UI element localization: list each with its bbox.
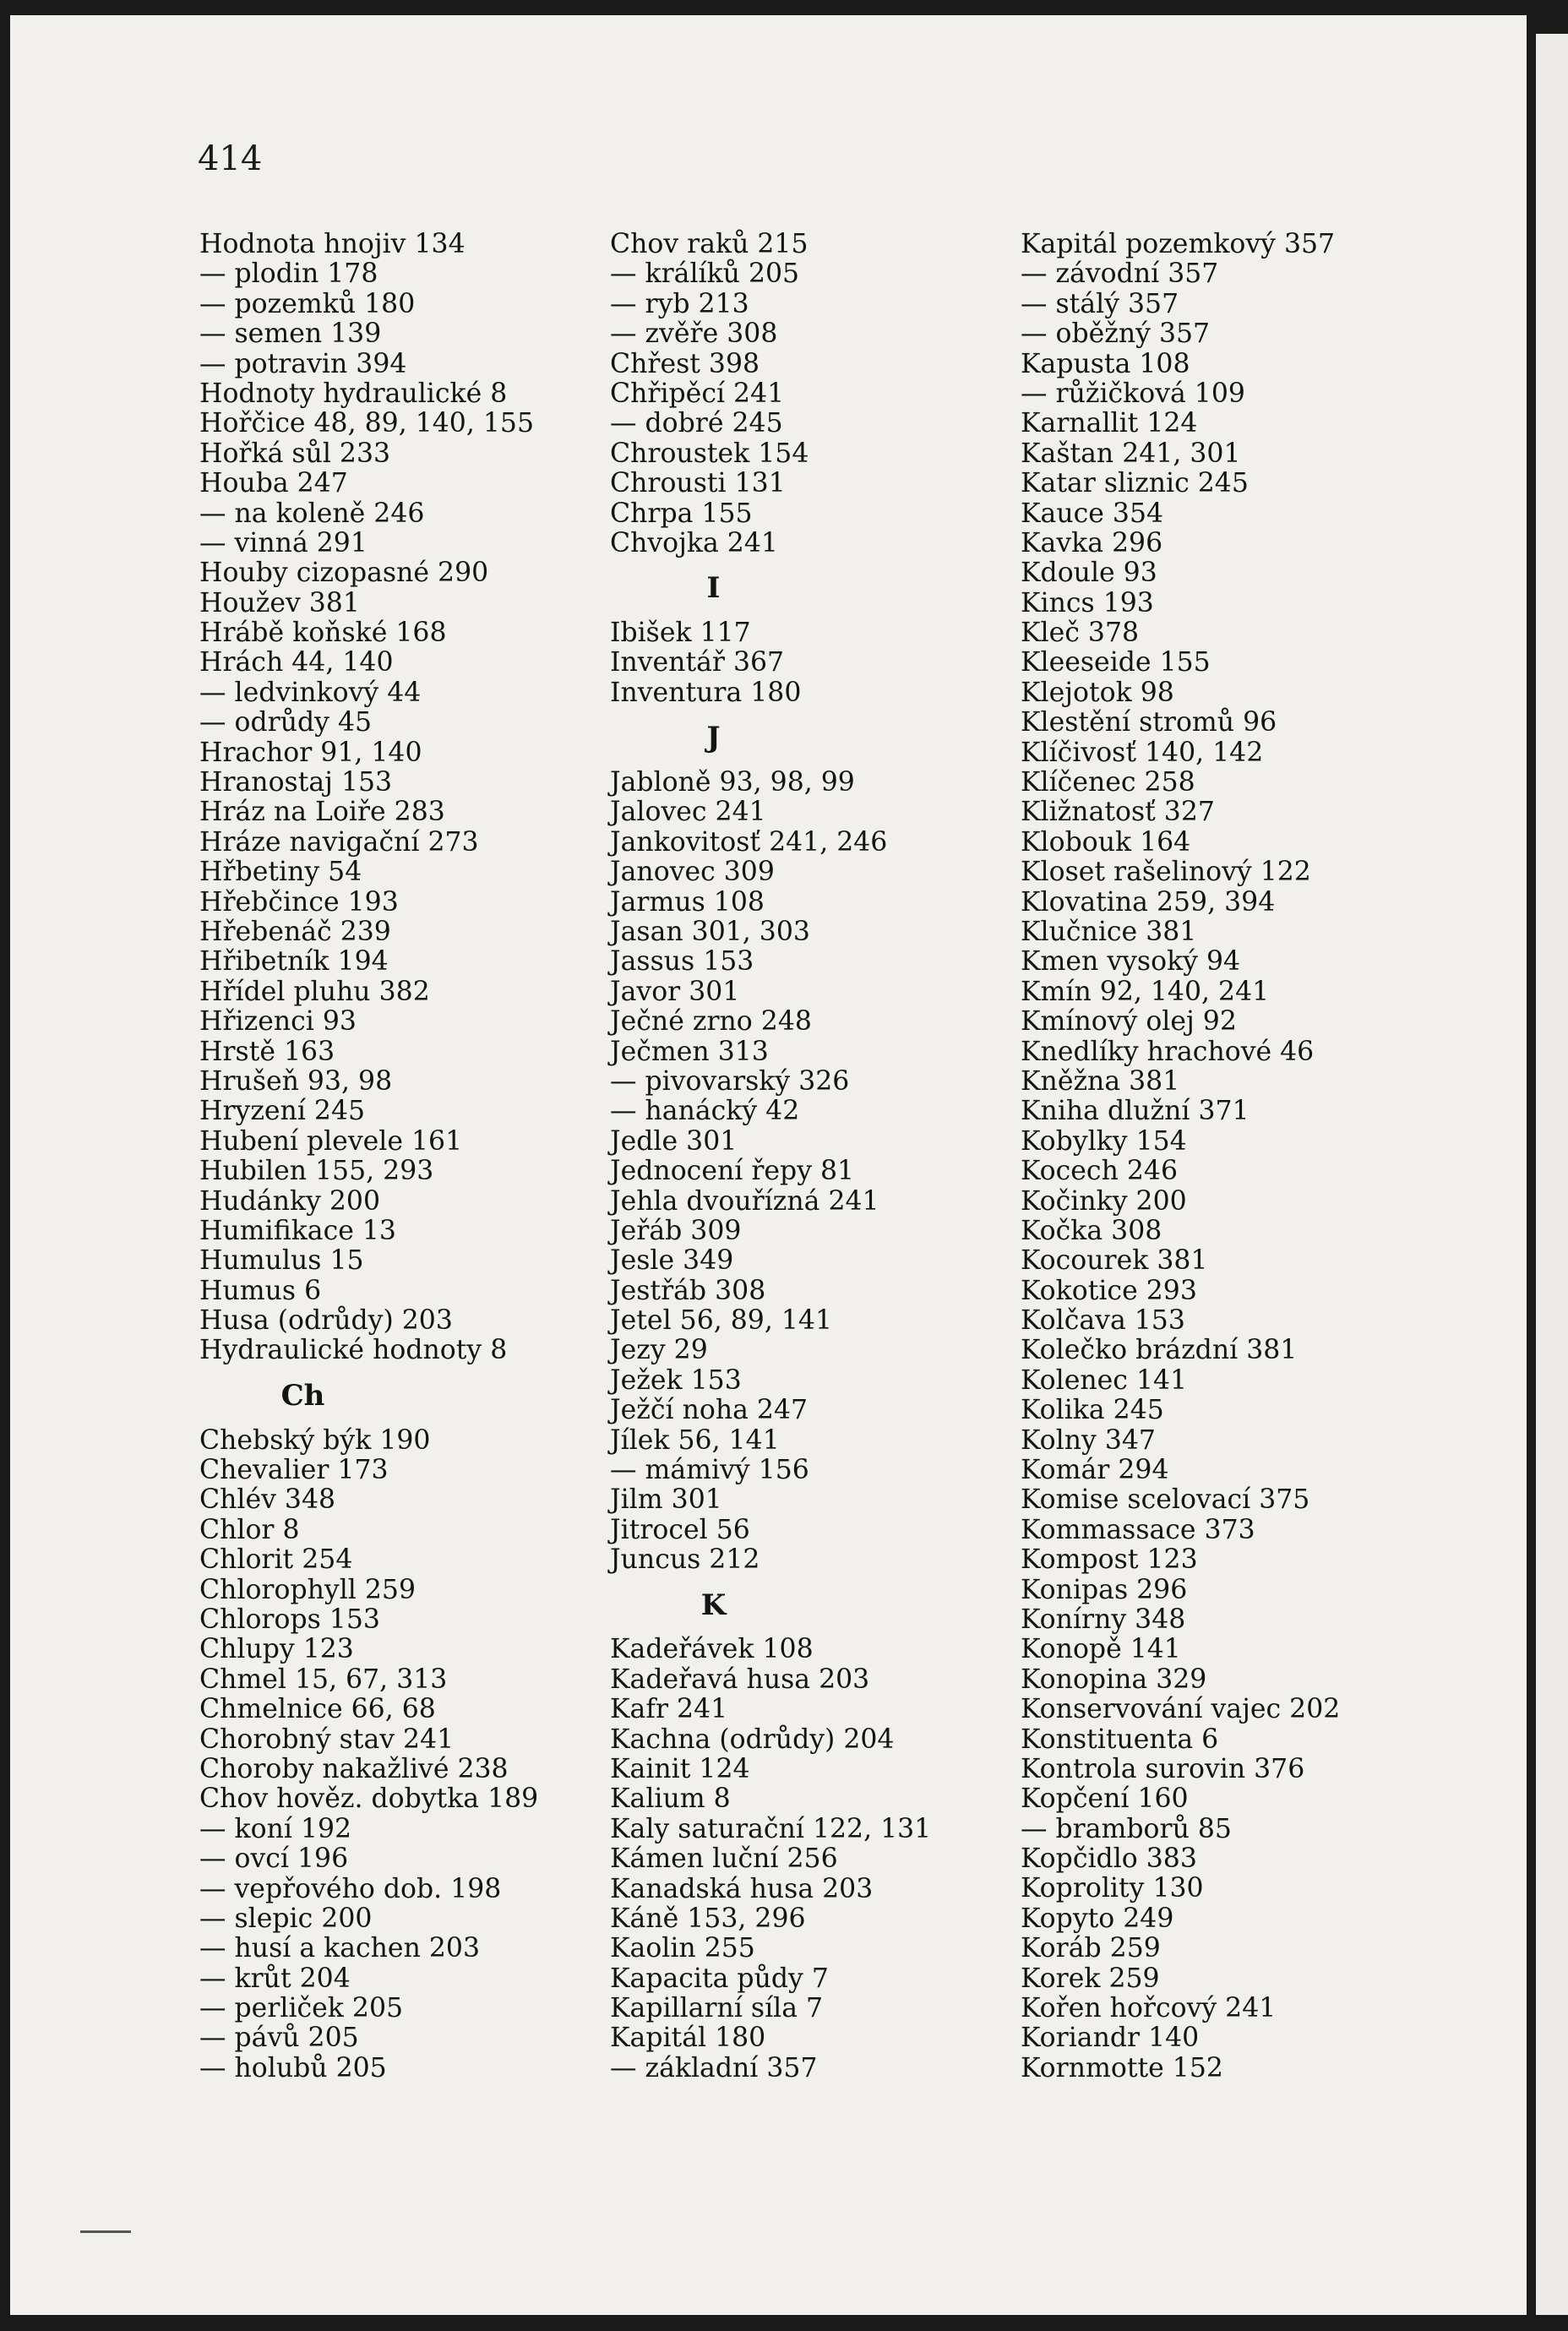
- index-entry: Houby cizopasné 290: [199, 558, 489, 589]
- index-entry: Chroustek 154: [610, 438, 809, 469]
- index-entry: Chřipěcí 241: [610, 378, 785, 409]
- index-entry: — bramborů 85: [1021, 1813, 1232, 1844]
- index-entry: Kokotice 293: [1021, 1275, 1197, 1306]
- index-entry: Kniha dlužní 371: [1021, 1096, 1250, 1127]
- index-entry: — ovcí 196: [199, 1844, 349, 1875]
- index-entry: Hydraulické hodnoty 8: [199, 1335, 508, 1366]
- index-entry: Hodnoty hydraulické 8: [199, 378, 508, 409]
- index-entry: Kmen vysoký 94: [1021, 946, 1241, 978]
- index-entry: — na koleně 246: [199, 498, 425, 529]
- index-entry: Jedle 301: [610, 1125, 738, 1157]
- index-entry: Kavka 296: [1021, 527, 1163, 558]
- index-entry: Komár 294: [1021, 1455, 1169, 1486]
- index-entry: Jasan 301, 303: [610, 917, 810, 948]
- index-entry: Kolčava 153: [1021, 1305, 1185, 1337]
- section-letter-heading: I: [706, 571, 721, 606]
- index-entry: Jassus 153: [610, 946, 754, 978]
- index-entry: Konservování vajec 202: [1021, 1694, 1341, 1725]
- index-entry: — plodin 178: [199, 259, 378, 290]
- index-entry: Kincs 193: [1021, 587, 1154, 618]
- index-entry: Jarmus 108: [610, 886, 765, 918]
- index-entry: Kaolin 255: [610, 1933, 755, 1964]
- index-entry: Hudánky 200: [199, 1185, 381, 1217]
- index-entry: Chlorops 153: [199, 1604, 380, 1635]
- index-entry: Chevalier 173: [199, 1455, 389, 1486]
- index-entry: Kočka 308: [1021, 1215, 1162, 1246]
- index-entry: Ibišek 117: [610, 618, 751, 649]
- index-entry: Husa (odrůdy) 203: [199, 1305, 453, 1337]
- index-entry: Chmel 15, 67, 313: [199, 1664, 448, 1695]
- page-number: 414: [198, 139, 263, 178]
- index-entry: Komise scelovací 375: [1021, 1484, 1310, 1516]
- index-entry: Chlor 8: [199, 1514, 300, 1545]
- index-entry: Hryzení 245: [199, 1096, 366, 1127]
- index-entry: Humulus 15: [199, 1245, 364, 1277]
- index-entry: Ježčí noha 247: [610, 1395, 808, 1426]
- index-entry: Janovec 309: [610, 857, 775, 888]
- index-entry: — vinná 291: [199, 527, 368, 558]
- index-entry: Kloset rašelinový 122: [1021, 857, 1311, 888]
- index-entry: Chvojka 241: [610, 527, 778, 558]
- index-entry: Kolečko brázdní 381: [1021, 1335, 1298, 1366]
- index-entry: — semen 139: [199, 319, 382, 350]
- index-entry: — koní 192: [199, 1813, 352, 1844]
- index-entry: Kafr 241: [610, 1694, 728, 1725]
- index-entry: Jestřáb 308: [610, 1275, 766, 1306]
- index-entry: Jankovitosť 241, 246: [610, 826, 888, 858]
- index-entry: Knedlíky hrachové 46: [1021, 1036, 1315, 1067]
- index-entry: Hořká sůl 233: [199, 438, 391, 469]
- index-entry: Kadeřavá husa 203: [610, 1664, 870, 1695]
- index-entry: Kámen luční 256: [610, 1844, 838, 1875]
- index-entry: Kaly saturační 122, 131: [610, 1813, 932, 1844]
- index-entry: Hráz na Loiře 283: [199, 797, 445, 828]
- index-entry: Kapacita půdy 7: [610, 1963, 829, 1994]
- index-entry: Houžev 381: [199, 587, 360, 618]
- index-entry: Inventář 367: [610, 647, 785, 678]
- index-entry: — závodní 357: [1021, 259, 1219, 290]
- index-entry: Javor 301: [610, 976, 740, 1007]
- index-entry: Kadeřávek 108: [610, 1634, 814, 1665]
- index-entry: Hubení plevele 161: [199, 1125, 463, 1157]
- index-entry: Kocourek 381: [1021, 1245, 1208, 1277]
- index-entry: — ledvinkový 44: [199, 677, 422, 708]
- index-entry: — hanácký 42: [610, 1096, 800, 1127]
- index-entry: Chlupy 123: [199, 1634, 354, 1665]
- index-column-1: [199, 230, 538, 2083]
- index-entry: Humifikace 13: [199, 1215, 396, 1246]
- index-entry: Kořen hořcový 241: [1021, 1993, 1277, 2024]
- index-column-2: [610, 230, 931, 2083]
- index-entry: Koráb 259: [1021, 1933, 1161, 1964]
- index-entry: Koprolity 130: [1021, 1873, 1204, 1904]
- index-entry: Kdoule 93: [1021, 558, 1157, 589]
- index-entry: Jehla dvouřízná 241: [610, 1185, 879, 1217]
- index-entry: Kobylky 154: [1021, 1125, 1187, 1157]
- index-entry: Chlév 348: [199, 1484, 336, 1516]
- index-entry: Koriandr 140: [1021, 2023, 1200, 2054]
- index-entry: Chřest 398: [610, 348, 760, 379]
- index-entry: Hranostaj 153: [199, 767, 393, 798]
- index-entry: Hodnota hnojiv 134: [199, 229, 466, 259]
- index-entry: Kapitál pozemkový 357: [1021, 229, 1336, 259]
- index-entry: Konipas 296: [1021, 1574, 1188, 1605]
- index-entry: Kmínový olej 92: [1021, 1006, 1237, 1038]
- index-entry: Jednocení řepy 81: [610, 1156, 855, 1187]
- index-entry: Kopyto 249: [1021, 1903, 1174, 1934]
- index-entry: Jalovec 241: [610, 797, 766, 828]
- index-entry: Ječné zrno 248: [610, 1006, 812, 1038]
- index-entry: Kleč 378: [1021, 618, 1140, 649]
- index-entry: — pivovarský 326: [610, 1065, 850, 1097]
- index-entry: Kanadská husa 203: [610, 1873, 874, 1904]
- index-entry: Hřbetiny 54: [199, 857, 362, 888]
- index-entry: — dobré 245: [610, 408, 783, 439]
- index-entry: Hráze navigační 273: [199, 826, 479, 858]
- index-entry: — pozemků 180: [199, 288, 416, 319]
- index-entry: Hřibetník 194: [199, 946, 389, 978]
- index-entry: Chrousti 131: [610, 468, 786, 499]
- index-entry: — mámivý 156: [610, 1455, 809, 1486]
- index-entry: — oběžný 357: [1021, 319, 1211, 350]
- index-column-3: [1021, 230, 1340, 2083]
- section-letter-heading: K: [700, 1588, 727, 1622]
- index-entry: — vepřového dob. 198: [199, 1873, 502, 1904]
- index-entry: — králíků 205: [610, 259, 800, 290]
- index-entry: — krůt 204: [199, 1963, 351, 1994]
- index-entry: Kommassace 373: [1021, 1514, 1255, 1545]
- index-entry: Jílek 56, 141: [610, 1424, 780, 1456]
- index-entry: Klučnice 381: [1021, 916, 1197, 947]
- index-entry: Kolny 347: [1021, 1424, 1156, 1456]
- index-entry: Káně 153, 296: [610, 1903, 806, 1934]
- index-entry: Korek 259: [1021, 1963, 1160, 1994]
- index-entry: Klovatina 259, 394: [1021, 886, 1276, 918]
- index-entry: — odrůdy 45: [199, 707, 373, 738]
- index-entry: Kapusta 108: [1021, 348, 1190, 379]
- index-entry: Klestění stromů 96: [1021, 707, 1277, 738]
- index-entry: Hřídel pluhu 382: [199, 976, 430, 1007]
- index-entry: Jetel 56, 89, 141: [610, 1305, 832, 1337]
- index-entry: Klíčivosť 140, 142: [1021, 737, 1264, 768]
- index-entry: — perliček 205: [199, 1993, 404, 2024]
- index-entry: — holubů 205: [199, 2052, 387, 2083]
- index-entry: Chrpa 155: [610, 498, 753, 529]
- index-entry: Konstituenta 6: [1021, 1724, 1219, 1755]
- index-entry: Klejotok 98: [1021, 677, 1174, 708]
- index-entry: Chlorit 254: [199, 1544, 353, 1576]
- index-entry: Kočinky 200: [1021, 1185, 1187, 1217]
- index-entry: — zvěře 308: [610, 319, 778, 350]
- scan-mark: [80, 2230, 131, 2233]
- index-entry: Konopina 329: [1021, 1664, 1207, 1695]
- index-entry: Kachna (odrůdy) 204: [610, 1724, 895, 1755]
- index-entry: Hřebčince 193: [199, 886, 399, 918]
- index-entry: Jesle 349: [610, 1245, 734, 1277]
- index-entry: Hřizenci 93: [199, 1006, 357, 1038]
- index-entry: Hřebenáč 239: [199, 916, 391, 947]
- index-entry: Katar sliznic 245: [1021, 468, 1249, 499]
- index-entry: Karnallit 124: [1021, 408, 1198, 439]
- section-letter-heading: Ch: [280, 1378, 325, 1413]
- index-entry: — potravin 394: [199, 348, 407, 379]
- index-entry: Hrachor 91, 140: [199, 737, 422, 768]
- index-entry: Kapitál 180: [610, 2023, 766, 2054]
- index-entry: Konírny 348: [1021, 1604, 1186, 1635]
- index-entry: Hořčice 48, 89, 140, 155: [199, 408, 534, 439]
- index-entry: Kauce 354: [1021, 498, 1164, 529]
- index-entry: Hrušeň 93, 98: [199, 1065, 393, 1097]
- index-entry: Kmín 92, 140, 241: [1021, 976, 1270, 1007]
- index-entry: — husí a kachen 203: [199, 1933, 480, 1964]
- index-entry: Inventura 180: [610, 677, 802, 708]
- index-entry: Chov raků 215: [610, 229, 808, 259]
- index-entry: Choroby nakažlivé 238: [199, 1753, 509, 1784]
- index-entry: Kolenec 141: [1021, 1364, 1188, 1396]
- index-entry: Ječmen 313: [610, 1036, 769, 1067]
- index-entry: Ježek 153: [610, 1364, 742, 1396]
- index-entry: Konopě 141: [1021, 1634, 1181, 1665]
- index-entry: Kornmotte 152: [1021, 2052, 1223, 2083]
- index-entry: Humus 6: [199, 1275, 322, 1306]
- index-entry: Kolika 245: [1021, 1395, 1164, 1426]
- index-entry: Kocech 246: [1021, 1156, 1179, 1187]
- index-entry: Chebský býk 190: [199, 1424, 431, 1456]
- index-entry: Jabloně 93, 98, 99: [610, 767, 855, 798]
- index-entry: — stálý 357: [1021, 288, 1179, 319]
- index-entry: Kompost 123: [1021, 1544, 1198, 1576]
- index-entry: Kopčidlo 383: [1021, 1844, 1197, 1875]
- index-entry: Jezy 29: [610, 1335, 708, 1366]
- index-entry: Jilm 301: [610, 1484, 722, 1516]
- facing-page-edge: [1536, 34, 1568, 2315]
- index-entry: Houba 247: [199, 468, 348, 499]
- index-entry: Kainit 124: [610, 1753, 750, 1784]
- index-entry: Hrstě 163: [199, 1036, 335, 1067]
- index-entry: Jitrocel 56: [610, 1514, 750, 1545]
- section-letter-heading: J: [706, 721, 721, 755]
- index-entry: — růžičková 109: [1021, 378, 1245, 409]
- index-entry: Kontrola surovin 376: [1021, 1753, 1305, 1784]
- index-entry: Hrách 44, 140: [199, 647, 394, 678]
- index-entry: Kněžna 381: [1021, 1065, 1180, 1097]
- index-entry: — ryb 213: [610, 288, 749, 319]
- index-entry: Chmelnice 66, 68: [199, 1694, 436, 1725]
- index-entry: Chov hověz. dobytka 189: [199, 1784, 539, 1815]
- index-entry: Hrábě koňské 168: [199, 618, 447, 649]
- index-entry: — slepic 200: [199, 1903, 373, 1934]
- index-entry: Chorobný stav 241: [199, 1724, 455, 1755]
- index-entry: Klíčenec 258: [1021, 767, 1195, 798]
- index-entry: Kalium 8: [610, 1784, 731, 1815]
- index-entry: — základní 357: [610, 2052, 818, 2083]
- index-entry: Hubilen 155, 293: [199, 1156, 434, 1187]
- index-entry: Chlorophyll 259: [199, 1574, 416, 1605]
- index-entry: Klobouk 164: [1021, 826, 1191, 858]
- index-entry: Jeřáb 309: [610, 1215, 742, 1246]
- index-entry: Kližnatosť 327: [1021, 797, 1215, 828]
- index-entry: Kleeseide 155: [1021, 647, 1211, 678]
- index-entry: — pávů 205: [199, 2023, 359, 2054]
- index-entry: Kapillarní síla 7: [610, 1993, 824, 2024]
- index-entry: Kopčení 160: [1021, 1784, 1189, 1815]
- index-entry: Kaštan 241, 301: [1021, 438, 1241, 469]
- index-entry: Juncus 212: [610, 1544, 760, 1576]
